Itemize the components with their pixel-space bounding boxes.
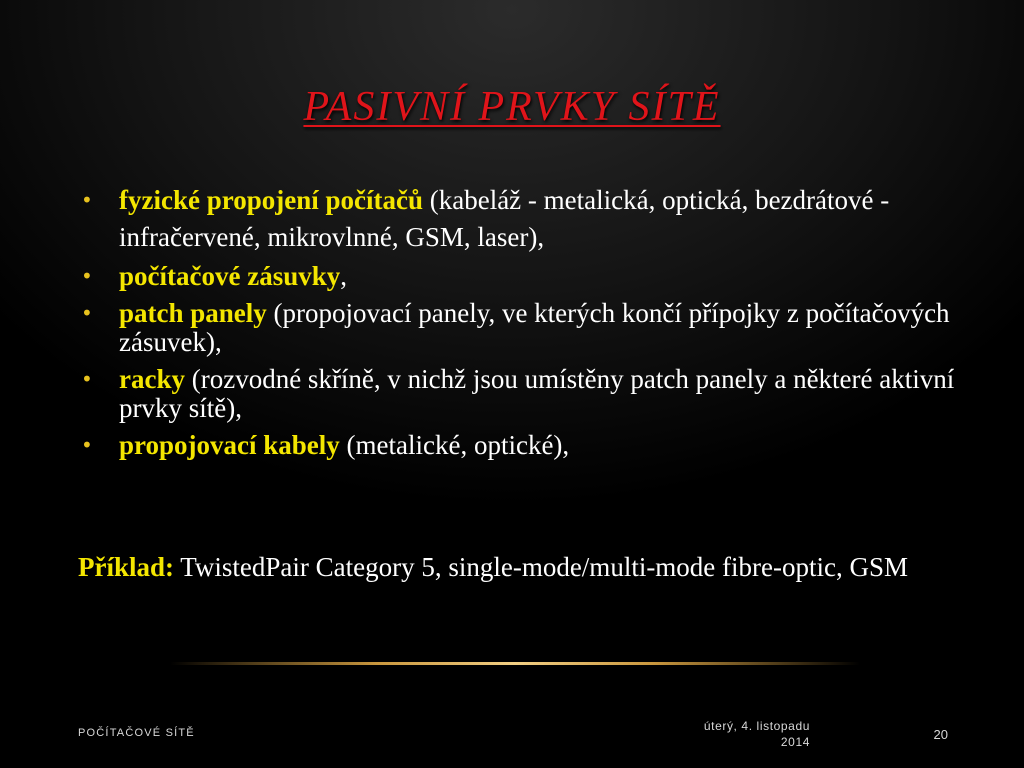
example-paragraph — [78, 553, 1009, 582]
bullet-icon: • — [81, 433, 93, 457]
footer-page-number: 20 — [933, 727, 948, 742]
bullet-description: (propojovací panely, ve kterých končí přípojky z počítačových zásuvek), — [119, 298, 950, 357]
example-description: TwistedPair Category 5, single-mode/multi-mode fibre-optic, GSM — [174, 552, 909, 582]
footer-date — [640, 718, 810, 750]
bullet-icon: • — [81, 264, 93, 288]
bullet-item-physical-connection — [78, 182, 968, 256]
bullet-description: (rozvodné skříně, v nichž jsou umístěny patch panely a některé aktivní prvky sítě), — [119, 364, 955, 423]
bullet-icon: • — [81, 301, 93, 325]
footer-date-line-2: 2014 — [780, 735, 810, 749]
bullet-description: , — [340, 261, 347, 291]
bullet-term: racky — [119, 364, 185, 394]
bullet-item-sockets — [78, 262, 968, 291]
example-term: Příklad: — [78, 552, 175, 582]
bullet-icon: • — [81, 367, 93, 391]
bullet-item-racks — [78, 365, 968, 423]
slide-title: PASIVNÍ PRVKY SÍTĚ — [303, 84, 721, 130]
bullet-item-patch-panels — [78, 299, 968, 357]
footer-date-line-1: úterý, 4. listopadu — [703, 719, 810, 733]
bullet-term: fyzické propojení počítačů — [119, 185, 423, 215]
bullet-description: (kabeláž - metalická, optická, bezdrátové - infračervené, mikrovlnné, GSM, laser), — [119, 185, 890, 252]
bullet-description: (metalické, optické), — [339, 430, 570, 460]
gold-divider-line — [170, 662, 860, 665]
slide-content — [78, 182, 968, 468]
footer-presentation-title: POČÍTAČOVÉ SÍTĚ — [78, 727, 195, 739]
bullet-list — [78, 182, 968, 460]
bullet-term: propojovací kabely — [119, 430, 340, 460]
bullet-term: počítačové zásuvky — [119, 261, 341, 291]
bullet-item-patch-cables — [78, 431, 968, 460]
bullet-term: patch panely — [119, 298, 267, 328]
bullet-icon: • — [81, 188, 93, 212]
